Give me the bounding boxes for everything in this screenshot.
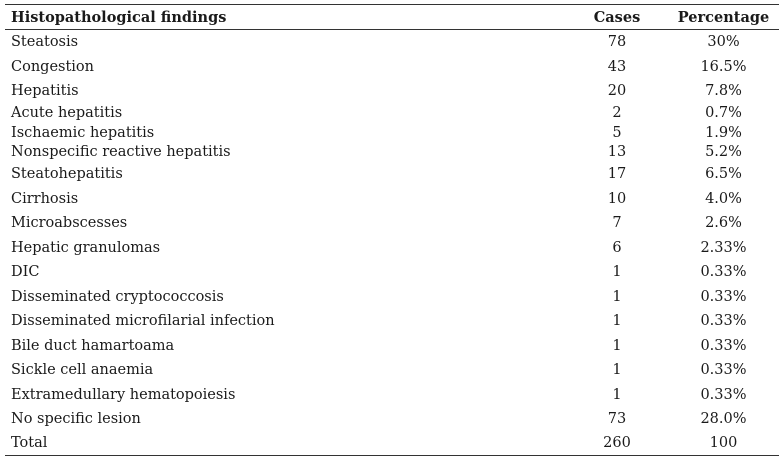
percentage-cell: 0.33%: [700, 264, 747, 281]
percentage-cell: 6.5%: [705, 166, 742, 183]
finding-cell: Congestion: [11, 58, 94, 75]
finding-cell: DIC: [11, 264, 40, 281]
header-percentage: Percentage: [667, 5, 779, 30]
percentage-cell: 2.6%: [705, 215, 742, 232]
table-row: [5, 358, 779, 383]
percentage-cell: 0.7%: [705, 105, 742, 122]
percentage-cell: 100: [667, 432, 779, 456]
cases-cell: 260: [567, 432, 667, 456]
cases-cell: 2: [612, 105, 622, 122]
finding-cell: Bile duct hamartoama: [11, 337, 175, 354]
table-body: [5, 30, 779, 456]
findings-table: [5, 4, 779, 456]
cases-cell: 13: [607, 144, 627, 161]
cases-cell: 5: [612, 124, 622, 141]
table-row: [5, 260, 779, 285]
cases-cell: 1: [612, 386, 622, 403]
finding-cell: Microabscesses: [11, 215, 128, 232]
header-cases: Cases: [567, 5, 667, 30]
table-row: [5, 104, 779, 124]
cases-cell: 73: [607, 411, 627, 428]
table-row: [5, 309, 779, 334]
finding-cell: Extramedullary hematopoiesis: [11, 386, 236, 403]
table-row: [5, 162, 779, 187]
table-row: [5, 407, 779, 432]
table-row: [5, 334, 779, 359]
header-findings: Histopathological findings: [5, 5, 567, 30]
table-row: [5, 55, 779, 80]
finding-cell: Disseminated microfilarial infection: [11, 313, 275, 330]
header-row: [5, 5, 779, 30]
table-row: [5, 432, 779, 456]
table-row: [5, 187, 779, 212]
percentage-cell: 5.2%: [705, 144, 742, 161]
table-row: [5, 143, 779, 163]
table-row: [5, 236, 779, 261]
percentage-cell: 30%: [707, 34, 740, 51]
percentage-cell: 0.33%: [700, 288, 747, 305]
finding-cell: Hepatitis: [11, 83, 79, 100]
table-row: [5, 211, 779, 236]
percentage-cell: 16.5%: [700, 58, 747, 75]
percentage-cell: 28.0%: [700, 411, 747, 428]
finding-cell: Cirrhosis: [11, 190, 79, 207]
percentage-cell: 0.33%: [700, 313, 747, 330]
finding-cell: Total: [5, 432, 567, 456]
finding-cell: Steatohepatitis: [11, 166, 123, 183]
percentage-cell: 7.8%: [705, 83, 742, 100]
cases-cell: 1: [612, 264, 622, 281]
finding-cell: Sickle cell anaemia: [11, 362, 154, 379]
percentage-cell: 0.33%: [700, 337, 747, 354]
cases-cell: 1: [612, 313, 622, 330]
finding-cell: Hepatic granulomas: [11, 239, 161, 256]
percentage-cell: 4.0%: [705, 190, 742, 207]
cases-cell: 1: [612, 288, 622, 305]
finding-cell: Disseminated cryptococcosis: [11, 288, 224, 305]
table-row: [5, 123, 779, 143]
finding-cell: Nonspecific reactive hepatitis: [11, 144, 231, 161]
cases-cell: 43: [607, 58, 627, 75]
cases-cell: 6: [612, 239, 622, 256]
table-row: [5, 30, 779, 55]
finding-cell: Ischaemic hepatitis: [11, 124, 155, 141]
cases-cell: 17: [607, 166, 627, 183]
percentage-cell: 0.33%: [700, 386, 747, 403]
percentage-cell: 1.9%: [705, 124, 742, 141]
finding-cell: Acute hepatitis: [11, 105, 123, 122]
cases-cell: 78: [607, 34, 627, 51]
cases-cell: 7: [612, 215, 622, 232]
percentage-cell: 0.33%: [700, 362, 747, 379]
cases-cell: 10: [607, 190, 627, 207]
table-row: [5, 383, 779, 408]
finding-cell: Steatosis: [11, 34, 79, 51]
finding-cell: No specific lesion: [11, 411, 141, 428]
cases-cell: 1: [612, 337, 622, 354]
table-row: [5, 285, 779, 310]
cases-cell: 20: [607, 83, 627, 100]
cases-cell: 1: [612, 362, 622, 379]
percentage-cell: 2.33%: [700, 239, 747, 256]
table-row: [5, 79, 779, 104]
